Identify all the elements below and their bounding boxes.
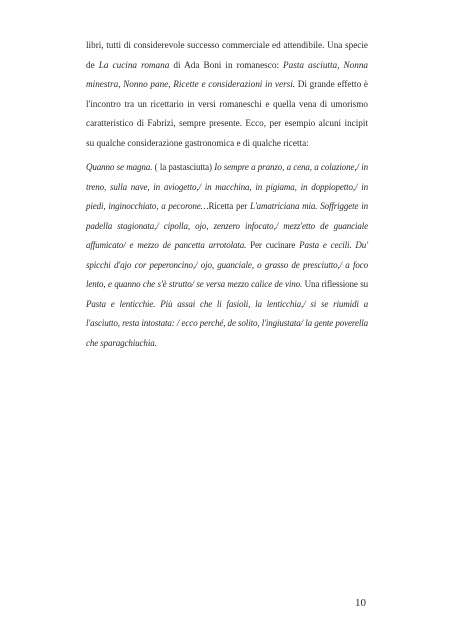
recipe-title: L'amatriciana mia. [249,201,318,211]
recipe-title-pasta-ceci: Pasta e cecili. [299,240,352,250]
recipe-title-pasta-lenticchie: Pasta e lenticchie. [86,298,156,309]
poem-note: ( la pastasciutta) [152,162,215,172]
recipe-label: Ricetta per [208,201,250,211]
verse: Più assai che li fasioli, la lenticchia,/ si se riumidi a l'asciutto, resta intostata: / ecco perché, de solito, l'ingiustata/ la gente poverella che sparagchiuchia. [86,298,368,348]
per-text: Per cucinare [246,240,300,250]
verse: Du' spicchi d'ajo cor peperoncino,/ ojo, guanciale, o grasso de presciutto,/ a foco lento, e quanno che s'è strutto/ se versa mezzo calice de vino. [86,240,368,289]
paragraph-text [86,36,368,153]
intro-text: libri, tutti di considerevole successo commerciale ed attendibile. Una specie de [86,40,368,70]
book-title-cucina-romana: La cucina romana [98,59,170,70]
paragraph-intro [86,36,368,153]
poem-title: Quanno se magna. [86,162,153,172]
page-number: 10 [355,597,366,609]
verse: Soffriggete in padella stagionata,/ cipolla, ojo, zenzero infocato,/ mezz'etto de guanciale affumicato/ e mezzo de pancetta arrotolata. [86,201,368,250]
works-list: Pasta asciutta, Nonna minestra, Nonno pane, Ricette e considerazioni in versi. [86,59,369,89]
reflection-text: Una riflessione su [302,279,368,289]
rest-text: Di grande effetto è l'incontro tra un ricettario in versi romaneschi e quella vena di umorismo caratteristico di Fabrizi, sempre presente. Ecco, per esempio alcuni incipit su qualche considerazione gastronomica e di qualche ricetta: [86,79,368,148]
after-title-text: di Ada Boni in romanesco: [169,59,284,70]
verse: Io sempre a pranzo, a cena, a colazione,/ in treno, sulla nave, in aviogetto,/ in macchina, in pigiama, in doppiopetto,/ in piedi, inginocchiato, a pecorone… [86,162,369,211]
paragraph-recipes [86,158,368,353]
paragraph-text [86,158,368,353]
